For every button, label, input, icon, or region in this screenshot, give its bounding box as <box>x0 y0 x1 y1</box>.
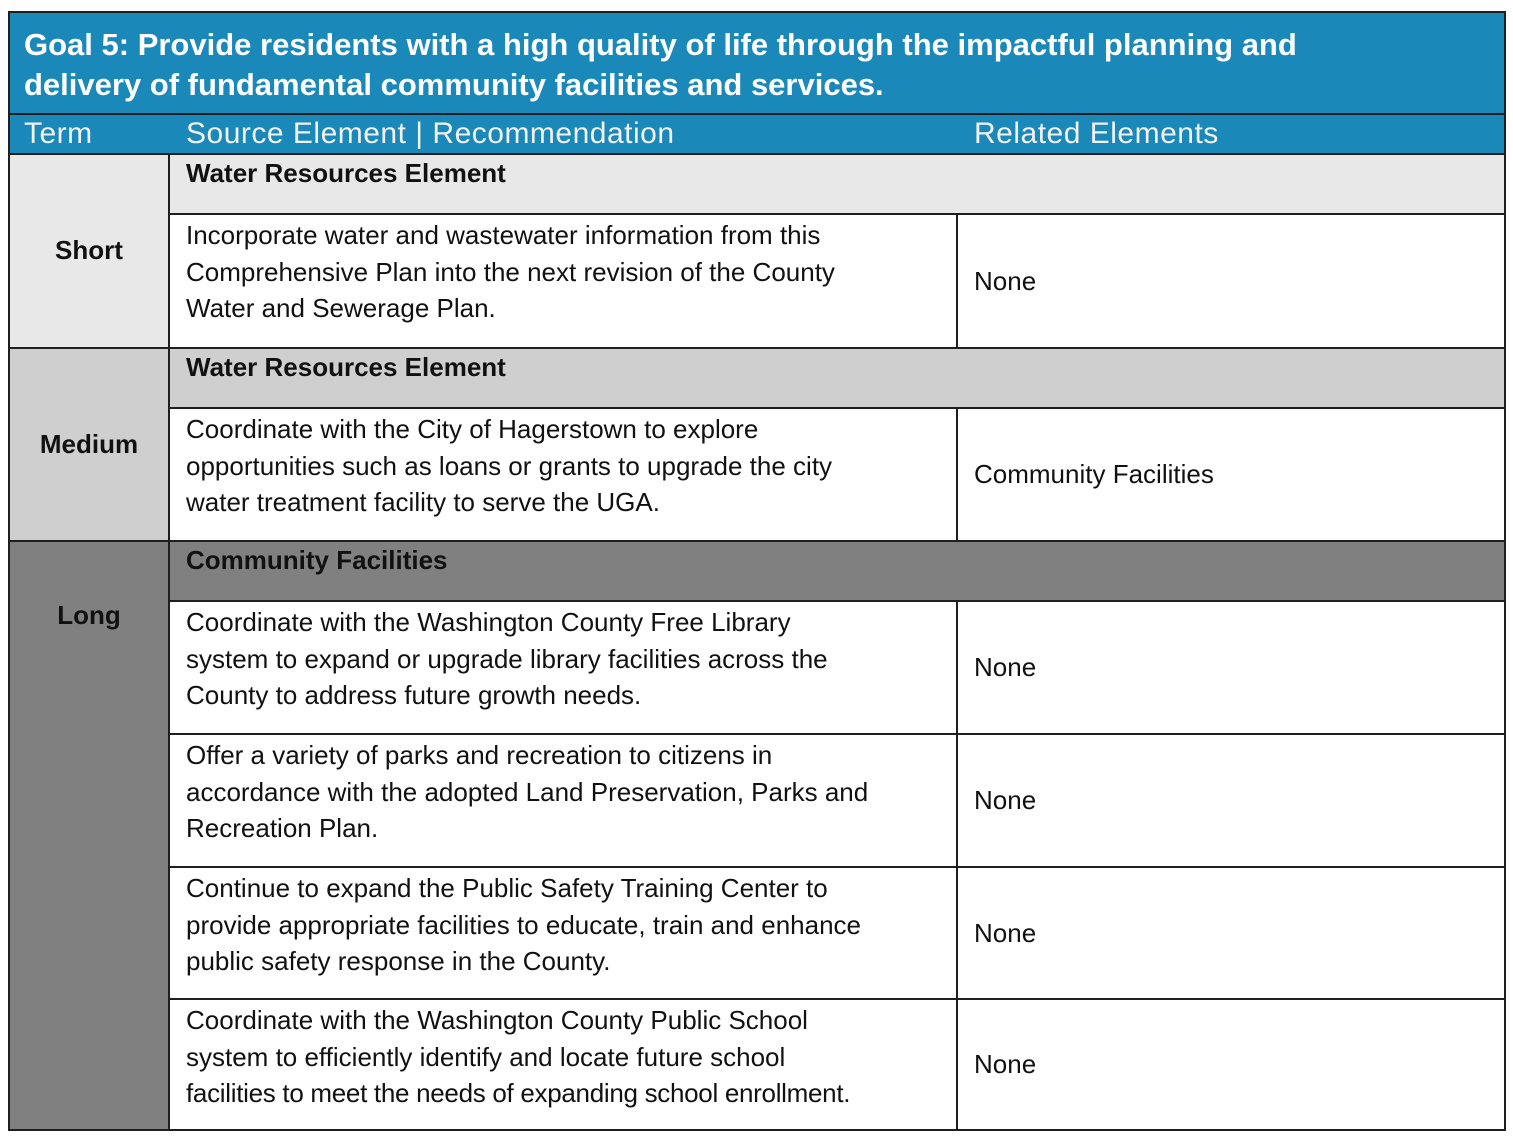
goal-table <box>8 11 1506 1131</box>
recommendation-cell: Coordinate with the Washington County Free Library system to expand or upgrade library facilities across the County to address future growth needs. <box>170 602 958 733</box>
section-water-resources-medium: Water Resources Element <box>170 349 1504 409</box>
header-term: Term <box>24 117 93 150</box>
table-row <box>170 215 1504 349</box>
table-header <box>10 113 1504 155</box>
recommendation-cell: Offer a variety of parks and recreation to citizens in accordance with the adopted Land Preservation, Parks and Recreation Plan. <box>170 735 958 866</box>
related-elements-cell: Community Facilities <box>974 459 1214 489</box>
table-row <box>170 735 1504 868</box>
goal-title-line-2: delivery of fundamental community facilities and services. <box>24 67 884 102</box>
table-row <box>170 1000 1504 1129</box>
recommendation-cell: Continue to expand the Public Safety Training Center to provide appropriate facilities to educate, train and enhance public safety response in the County. <box>170 868 958 998</box>
recommendation-cell: Coordinate with the Washington County Public School system to efficiently identify and locate future school facilities to meet the needs of expanding school enrollment. <box>170 1000 958 1129</box>
recommendation-cell: Coordinate with the City of Hagerstown to explore opportunities such as loans or grants to upgrade the city water treatment facility to serve the UGA. <box>170 409 958 540</box>
related-elements-cell: None <box>974 652 1037 682</box>
related-elements-cell: None <box>974 917 1037 948</box>
section-water-resources-short: Water Resources Element <box>170 155 1504 215</box>
term-short: Short <box>10 155 170 349</box>
table-row <box>170 409 1504 542</box>
term-long: Long <box>10 542 170 1129</box>
goal-title <box>10 13 1504 113</box>
table-row <box>170 868 1504 1000</box>
section-community-facilities: Community Facilities <box>170 542 1504 602</box>
related-elements-cell: None <box>974 1049 1037 1079</box>
header-source: Source Element | Recommendation <box>186 117 675 150</box>
related-elements-cell: None <box>974 785 1037 815</box>
recommendation-cell: Incorporate water and wastewater information from this Comprehensive Plan into the next revision of the County Water and Sewerage Plan. <box>170 215 958 347</box>
related-elements-cell: None <box>974 265 1037 296</box>
table-row <box>170 602 1504 735</box>
header-related: Related Elements <box>974 117 1219 150</box>
term-medium: Medium <box>10 349 170 542</box>
goal-title-line-1: Goal 5: Provide residents with a high quality of life through the impactful planning and <box>24 27 1297 62</box>
